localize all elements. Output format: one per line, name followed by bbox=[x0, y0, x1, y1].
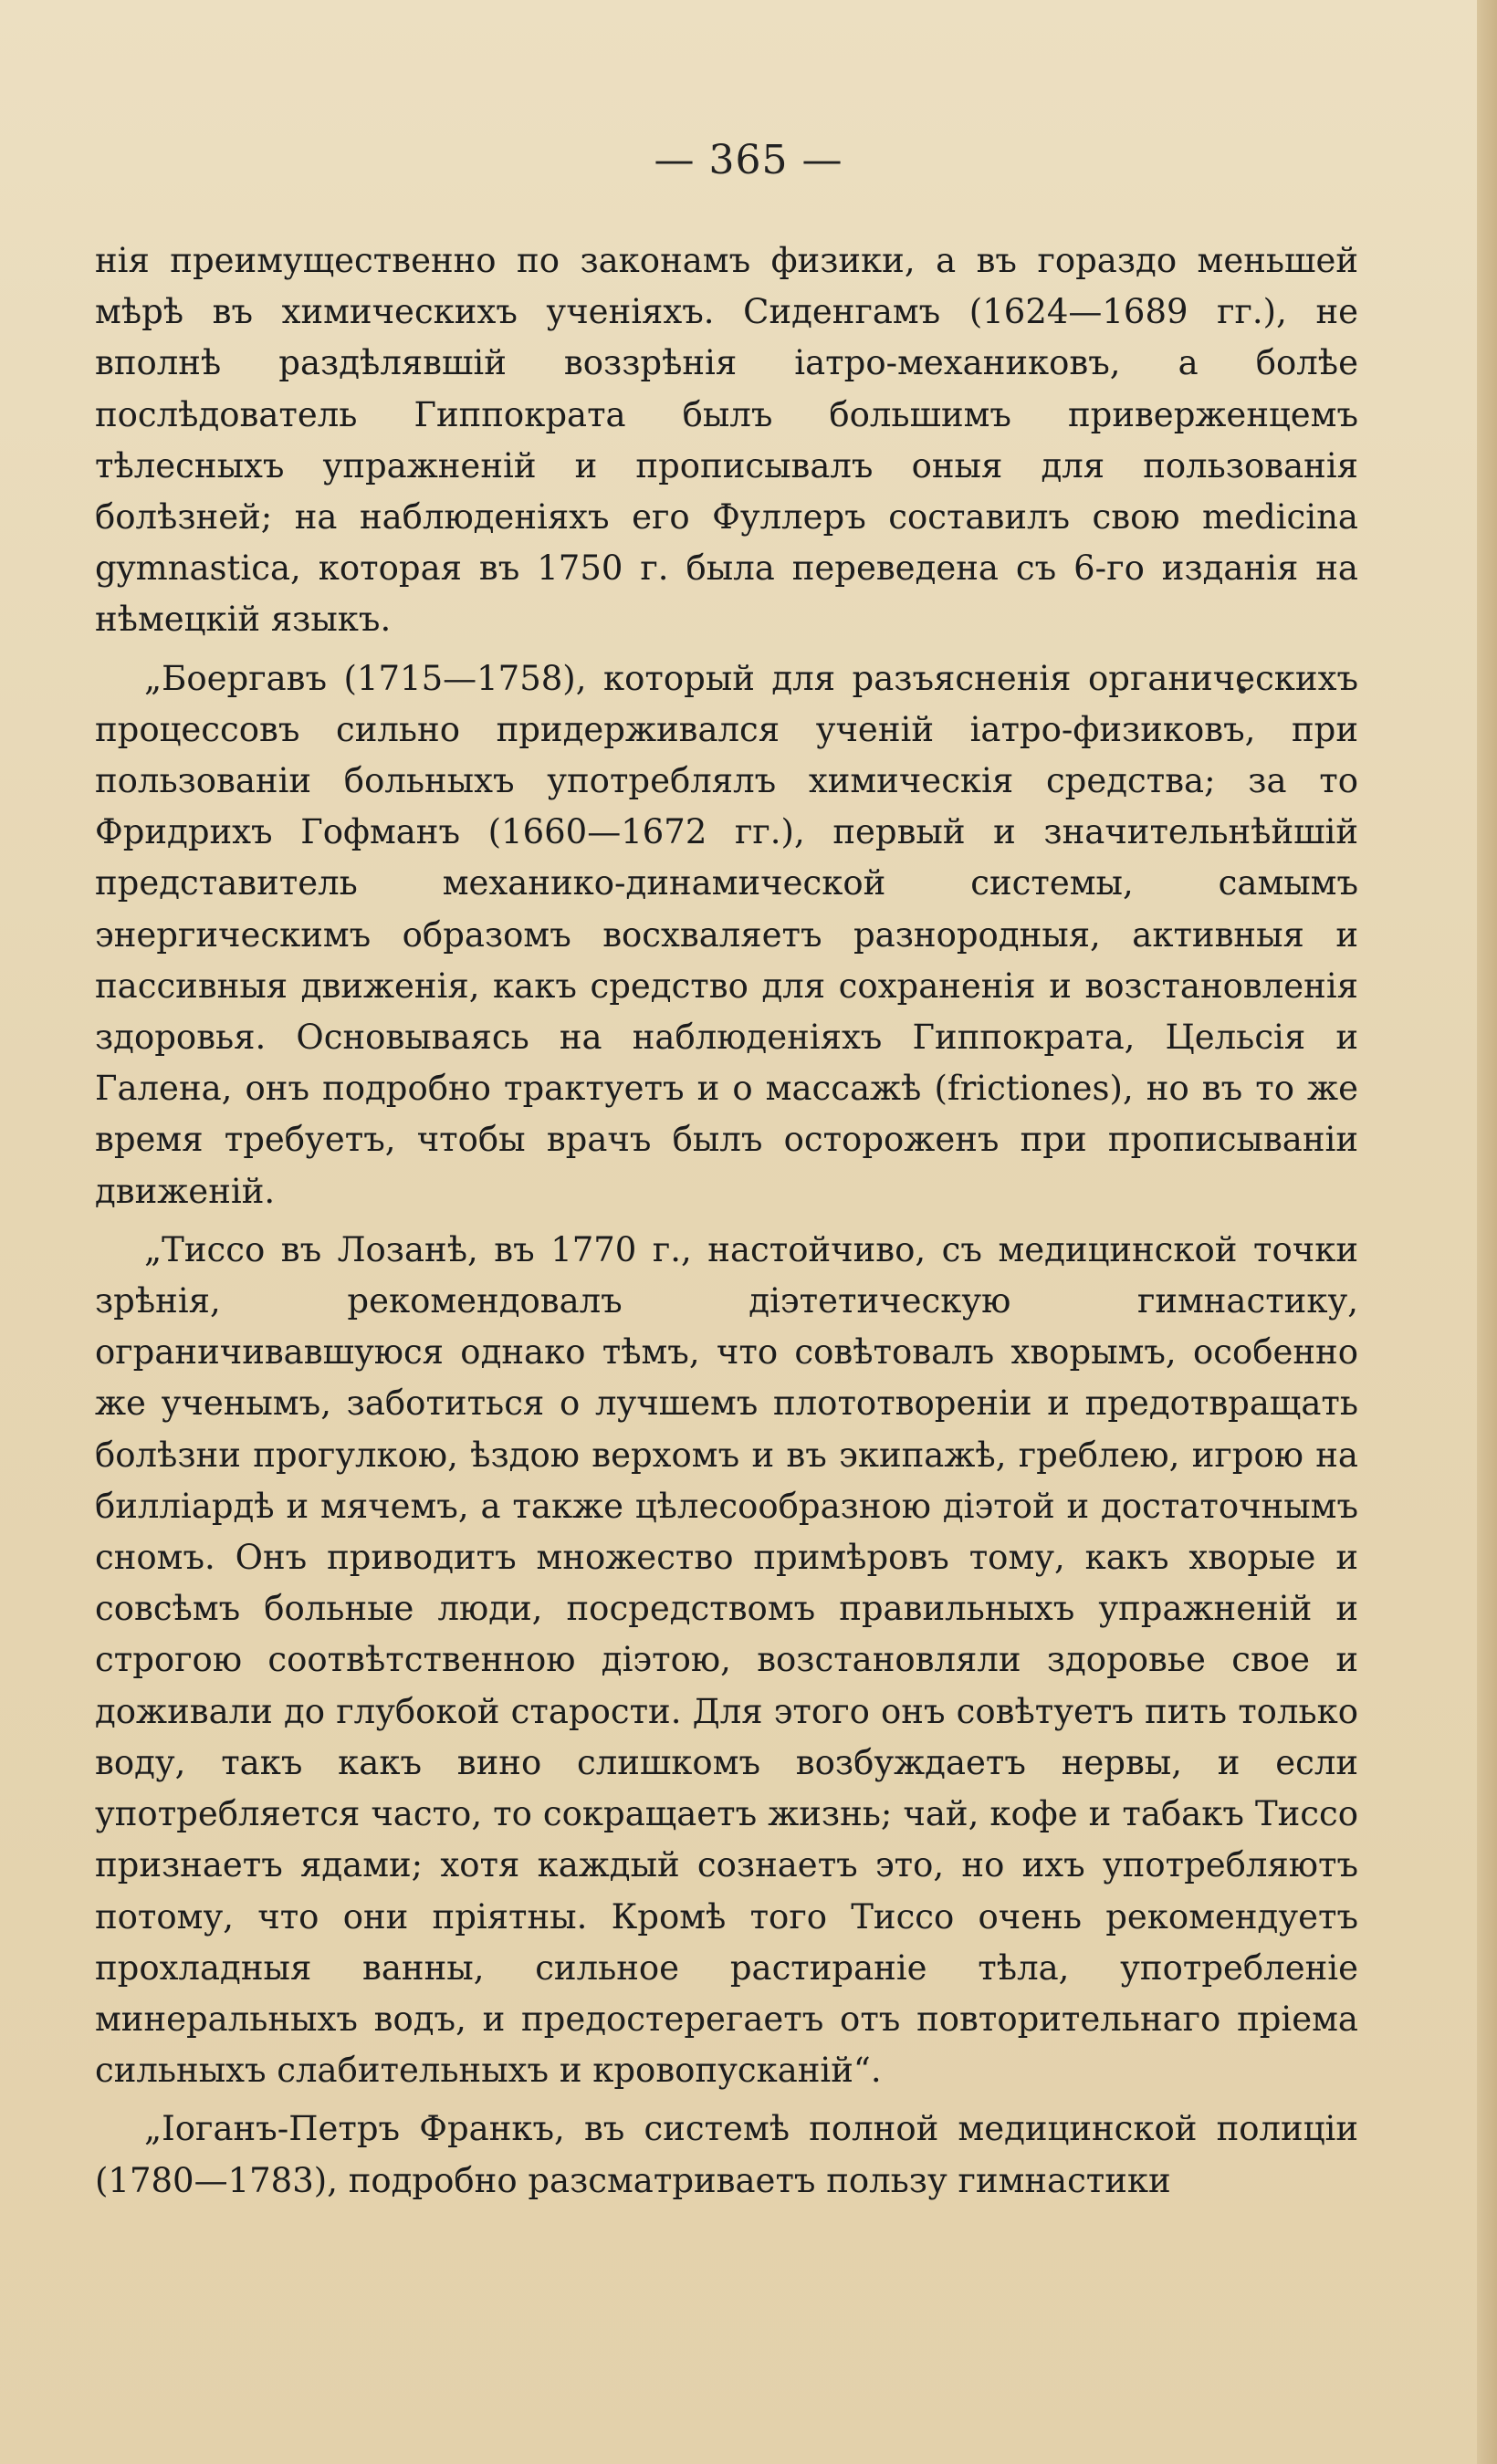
paragraph-2: „Боергавъ (1715—1758), который для разъясненія органическихъ процессовъ сильно придерживался ученій іатро-физиковъ, при пользованіи больныхъ употреблялъ химическія средства; за то Фридрихъ Гофманъ (1660—1672 гг.), первый и значительнѣйшій представитель механико-динамической системы, самымъ энергическимъ образомъ восхваляетъ разнородныя, активныя и пассивныя движенія, какъ средство для сохраненія и возстановленія здоровья. Основываясь на наблюденіяхъ Гиппократа, Цельсія и Галена, онъ подробно трактуетъ и о массажѣ (frictiones), но въ то же время требуетъ, чтобы врачъ былъ остороженъ при прописываніи движеній. bbox=[95, 658, 1358, 1211]
page-edge bbox=[1477, 0, 1497, 2464]
paragraph-1: нія преимущественно по законамъ физики, а въ гораздо меньшей мѣрѣ въ химическихъ ученіяхъ. Сиденгамъ (1624—1689 гг.), не вполнѣ раздѣлявшій воззрѣнія іатро-механиковъ, а болѣе послѣдователь Гиппократа былъ большимъ приверженцемъ тѣлесныхъ упражненій и прописывалъ оныя для пользованія болѣзней; на наблюденіяхъ его Фуллеръ составилъ свою medicina gymnastica, которая въ 1750 г. была переведена съ 6-го изданія на нѣмецкій языкъ. bbox=[95, 241, 1358, 640]
paragraph-4: „Іоганъ-Петръ Франкъ, въ системѣ полной медицинской полиціи (1780—1783), подробно разсматриваетъ пользу гимнастики bbox=[95, 2109, 1358, 2200]
page-number: — 365 — bbox=[654, 137, 843, 183]
body-text bbox=[95, 235, 1358, 2214]
paragraph-3: „Тиссо въ Лозанѣ, въ 1770 г., настойчиво, съ медицинской точки зрѣнія, рекомендовалъ діэтетическую гимнастику, ограничивавшуюся однако тѣмъ, что совѣтовалъ хворымъ, особенно же ученымъ, заботиться о лучшемъ плототвореніи и предотвращать болѣзни прогулкою, ѣздою верхомъ и въ экипажѣ, греблею, игрою на билліардѣ и мячемъ, а также цѣлесообразною діэтой и достаточнымъ сномъ. Онъ приводитъ множество примѣровъ тому, какъ хворые и совсѣмъ больные люди, посредствомъ правильныхъ упражненій и строгою соотвѣтственною діэтою, возстановляли здоровье свое и доживали до глубокой старости. Для этого онъ совѣтуетъ пить только воду, такъ какъ вино слишкомъ возбуждаетъ нервы, и если употребляется часто, то сокращаетъ жизнь; чай, кофе и табакъ Тиссо признаетъ ядами; хотя каждый сознаетъ это, но ихъ употребляютъ потому, что они пріятны. Кромѣ того Тиссо очень рекомендуетъ прохладныя ванны, сильное растираніе тѣла, употребленіе минеральныхъ водъ, и предостерегаетъ отъ повторительнаго пріема сильныхъ слабительныхъ и кровопусканій“. bbox=[95, 1229, 1358, 2091]
